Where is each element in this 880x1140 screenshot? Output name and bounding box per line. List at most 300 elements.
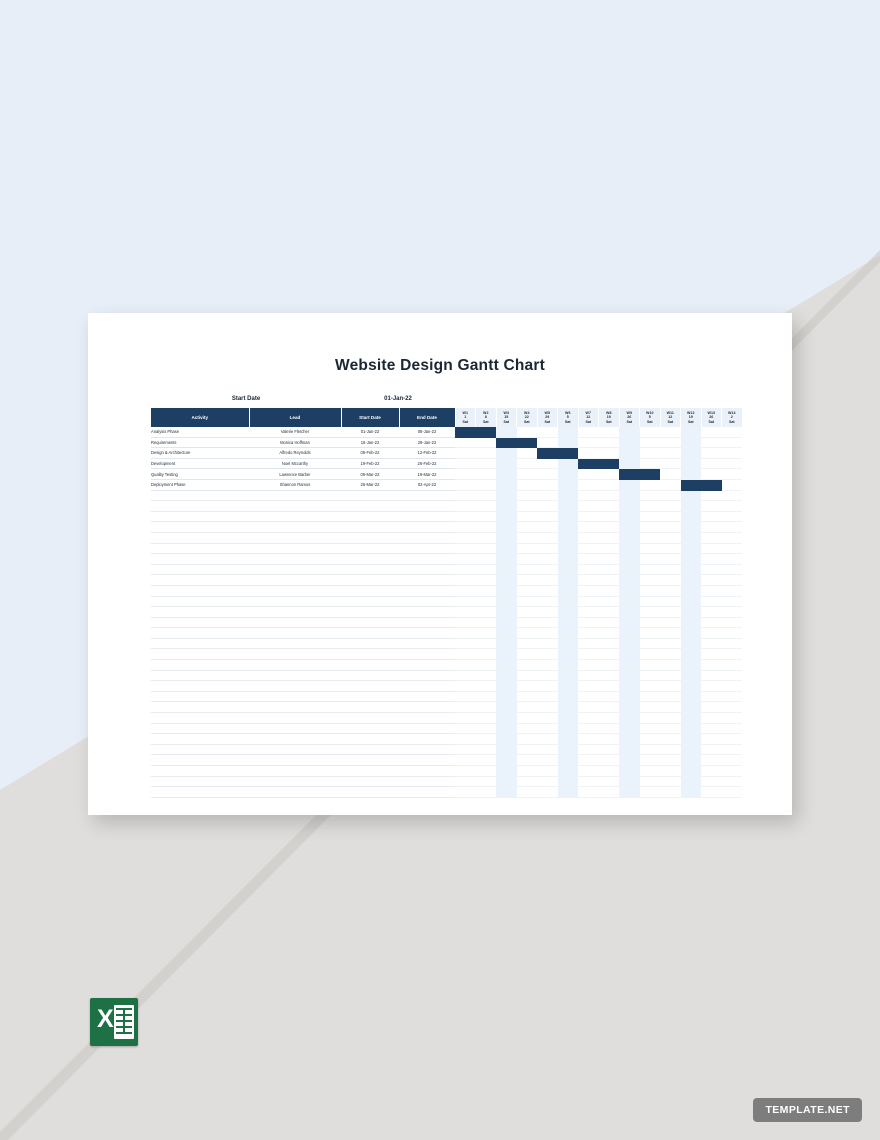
empty-week-cell bbox=[496, 617, 517, 628]
empty-cell bbox=[249, 554, 341, 565]
gantt-empty-cell bbox=[537, 458, 558, 469]
cell-end-date: 02-Apr-22 bbox=[399, 479, 455, 490]
empty-cell bbox=[399, 564, 455, 575]
empty-cell bbox=[151, 787, 249, 798]
empty-cell bbox=[151, 564, 249, 575]
empty-week-cell bbox=[722, 670, 743, 681]
empty-week-cell bbox=[517, 490, 538, 501]
gantt-empty-cell bbox=[640, 448, 661, 459]
empty-week-cell bbox=[558, 660, 579, 671]
empty-week-cell bbox=[619, 522, 640, 533]
week-header: W10 5 Sat bbox=[640, 408, 661, 427]
empty-week-cell bbox=[578, 713, 599, 724]
empty-row bbox=[151, 723, 742, 734]
empty-week-cell bbox=[722, 628, 743, 639]
empty-week-cell bbox=[476, 607, 497, 618]
empty-cell bbox=[399, 766, 455, 777]
empty-week-cell bbox=[496, 585, 517, 596]
gantt-empty-cell bbox=[660, 448, 681, 459]
empty-week-cell bbox=[476, 681, 497, 692]
empty-week-cell bbox=[455, 702, 476, 713]
empty-week-cell bbox=[640, 660, 661, 671]
week-banner-spacer bbox=[517, 389, 538, 408]
empty-week-cell bbox=[599, 670, 620, 681]
gantt-bar-segment bbox=[455, 427, 476, 437]
gantt-empty-cell bbox=[496, 458, 517, 469]
empty-week-cell bbox=[537, 660, 558, 671]
empty-cell bbox=[249, 490, 341, 501]
empty-week-cell bbox=[476, 638, 497, 649]
gantt-empty-cell bbox=[517, 458, 538, 469]
empty-week-cell bbox=[681, 628, 702, 639]
empty-week-cell bbox=[496, 532, 517, 543]
empty-week-cell bbox=[537, 554, 558, 565]
empty-week-cell bbox=[619, 744, 640, 755]
empty-week-cell bbox=[599, 522, 620, 533]
empty-week-cell bbox=[681, 723, 702, 734]
empty-week-cell bbox=[517, 511, 538, 522]
empty-week-cell bbox=[701, 649, 722, 660]
empty-week-cell bbox=[537, 766, 558, 777]
empty-week-cell bbox=[558, 776, 579, 787]
empty-week-cell bbox=[517, 607, 538, 618]
gantt-empty-cell bbox=[476, 448, 497, 459]
empty-week-cell bbox=[619, 691, 640, 702]
empty-week-cell bbox=[578, 585, 599, 596]
empty-week-cell bbox=[455, 649, 476, 660]
empty-week-cell bbox=[681, 766, 702, 777]
empty-week-cell bbox=[558, 713, 579, 724]
empty-row bbox=[151, 691, 742, 702]
empty-week-cell bbox=[455, 691, 476, 702]
empty-week-cell bbox=[476, 776, 497, 787]
empty-cell bbox=[151, 649, 249, 660]
empty-week-cell bbox=[701, 744, 722, 755]
empty-cell bbox=[249, 596, 341, 607]
empty-week-cell bbox=[558, 766, 579, 777]
empty-row bbox=[151, 755, 742, 766]
empty-week-cell bbox=[455, 575, 476, 586]
empty-week-cell bbox=[537, 681, 558, 692]
empty-cell bbox=[249, 564, 341, 575]
empty-week-cell bbox=[660, 575, 681, 586]
empty-week-cell bbox=[517, 522, 538, 533]
empty-cell bbox=[151, 660, 249, 671]
week-header: W11 12 Sat bbox=[660, 408, 681, 427]
empty-week-cell bbox=[496, 713, 517, 724]
empty-row bbox=[151, 543, 742, 554]
empty-week-cell bbox=[496, 490, 517, 501]
empty-row bbox=[151, 585, 742, 596]
empty-row bbox=[151, 490, 742, 501]
empty-cell bbox=[341, 596, 399, 607]
empty-week-cell bbox=[558, 628, 579, 639]
empty-cell bbox=[151, 702, 249, 713]
empty-week-cell bbox=[496, 691, 517, 702]
empty-week-cell bbox=[640, 638, 661, 649]
empty-week-cell bbox=[701, 776, 722, 787]
empty-week-cell bbox=[476, 532, 497, 543]
empty-week-cell bbox=[701, 596, 722, 607]
empty-week-cell bbox=[701, 734, 722, 745]
empty-week-cell bbox=[558, 575, 579, 586]
empty-cell bbox=[399, 532, 455, 543]
empty-week-cell bbox=[660, 670, 681, 681]
empty-cell bbox=[399, 575, 455, 586]
empty-week-cell bbox=[517, 575, 538, 586]
empty-cell bbox=[399, 734, 455, 745]
empty-week-cell bbox=[722, 607, 743, 618]
empty-cell bbox=[151, 522, 249, 533]
empty-cell bbox=[151, 734, 249, 745]
table-row[interactable] bbox=[151, 437, 742, 448]
gantt-empty-cell bbox=[496, 448, 517, 459]
empty-week-cell bbox=[496, 787, 517, 798]
empty-week-cell bbox=[599, 490, 620, 501]
gantt-empty-cell bbox=[517, 448, 538, 459]
empty-cell bbox=[151, 776, 249, 787]
week-header: W7 12 Sat bbox=[578, 408, 599, 427]
column-header: End Date bbox=[399, 408, 455, 427]
cell-end-date: 29-Jan-22 bbox=[399, 437, 455, 448]
gantt-empty-cell bbox=[496, 427, 517, 437]
empty-cell bbox=[249, 744, 341, 755]
empty-week-cell bbox=[517, 776, 538, 787]
empty-week-cell bbox=[722, 617, 743, 628]
empty-week-cell bbox=[619, 511, 640, 522]
empty-week-cell bbox=[619, 628, 640, 639]
gantt-bar-segment bbox=[578, 458, 599, 469]
table-row[interactable] bbox=[151, 479, 742, 490]
empty-week-cell bbox=[537, 522, 558, 533]
empty-week-cell bbox=[722, 511, 743, 522]
empty-week-cell bbox=[537, 617, 558, 628]
excel-letter: X bbox=[97, 1005, 114, 1033]
empty-row bbox=[151, 554, 742, 565]
empty-week-cell bbox=[496, 766, 517, 777]
empty-cell bbox=[151, 670, 249, 681]
empty-week-cell bbox=[660, 691, 681, 702]
empty-week-cell bbox=[619, 543, 640, 554]
empty-week-cell bbox=[455, 787, 476, 798]
empty-week-cell bbox=[455, 532, 476, 543]
gantt-empty-cell bbox=[722, 427, 743, 437]
empty-cell bbox=[399, 702, 455, 713]
empty-week-cell bbox=[660, 490, 681, 501]
empty-week-cell bbox=[558, 543, 579, 554]
empty-week-cell bbox=[640, 734, 661, 745]
empty-cell bbox=[399, 638, 455, 649]
gantt-empty-cell bbox=[640, 427, 661, 437]
empty-cell bbox=[341, 766, 399, 777]
empty-week-cell bbox=[558, 670, 579, 681]
empty-week-cell bbox=[517, 543, 538, 554]
empty-week-cell bbox=[537, 734, 558, 745]
page-title: Website Design Gantt Chart bbox=[335, 357, 545, 374]
empty-week-cell bbox=[517, 691, 538, 702]
cell-start-date: 19-Feb-22 bbox=[341, 458, 399, 469]
empty-week-cell bbox=[517, 670, 538, 681]
gantt-empty-cell bbox=[701, 448, 722, 459]
gantt-empty-cell bbox=[578, 427, 599, 437]
empty-week-cell bbox=[619, 585, 640, 596]
empty-week-cell bbox=[578, 776, 599, 787]
empty-week-cell bbox=[722, 766, 743, 777]
gantt-empty-cell bbox=[681, 448, 702, 459]
empty-week-cell bbox=[701, 702, 722, 713]
empty-week-cell bbox=[455, 617, 476, 628]
empty-cell bbox=[151, 638, 249, 649]
empty-week-cell bbox=[722, 744, 743, 755]
cell-lead: Noel Mccarthy bbox=[249, 458, 341, 469]
gantt-empty-cell bbox=[599, 427, 620, 437]
empty-week-cell bbox=[476, 617, 497, 628]
empty-week-cell bbox=[517, 617, 538, 628]
empty-week-cell bbox=[455, 607, 476, 618]
week-header: W5 29 Sat bbox=[537, 408, 558, 427]
empty-week-cell bbox=[660, 660, 681, 671]
empty-week-cell bbox=[599, 649, 620, 660]
empty-week-cell bbox=[537, 607, 558, 618]
cell-start-date: 05-Feb-22 bbox=[341, 448, 399, 459]
empty-week-cell bbox=[455, 755, 476, 766]
empty-row bbox=[151, 660, 742, 671]
empty-cell bbox=[341, 734, 399, 745]
empty-cell bbox=[151, 766, 249, 777]
gantt-empty-cell bbox=[681, 469, 702, 480]
empty-row bbox=[151, 766, 742, 777]
empty-week-cell bbox=[701, 490, 722, 501]
empty-week-cell bbox=[599, 564, 620, 575]
empty-week-cell bbox=[640, 532, 661, 543]
table-row[interactable] bbox=[151, 427, 742, 437]
empty-week-cell bbox=[476, 766, 497, 777]
empty-week-cell bbox=[537, 787, 558, 798]
empty-cell bbox=[151, 723, 249, 734]
gantt-empty-cell bbox=[476, 479, 497, 490]
gantt-empty-cell bbox=[455, 448, 476, 459]
week-header: W9 26 Sat bbox=[619, 408, 640, 427]
empty-week-cell bbox=[558, 522, 579, 533]
empty-week-cell bbox=[537, 628, 558, 639]
gantt-empty-cell bbox=[476, 458, 497, 469]
empty-week-cell bbox=[599, 681, 620, 692]
table-row[interactable] bbox=[151, 469, 742, 480]
empty-week-cell bbox=[455, 596, 476, 607]
empty-week-cell bbox=[558, 755, 579, 766]
empty-week-cell bbox=[496, 660, 517, 671]
empty-week-cell bbox=[681, 776, 702, 787]
cell-activity: Design & Architecture bbox=[151, 448, 249, 459]
empty-cell bbox=[341, 585, 399, 596]
gantt-empty-cell bbox=[517, 469, 538, 480]
empty-cell bbox=[341, 681, 399, 692]
empty-week-cell bbox=[537, 596, 558, 607]
empty-row bbox=[151, 744, 742, 755]
empty-week-cell bbox=[455, 522, 476, 533]
empty-cell bbox=[341, 532, 399, 543]
empty-cell bbox=[249, 607, 341, 618]
empty-cell bbox=[151, 744, 249, 755]
empty-cell bbox=[341, 628, 399, 639]
empty-week-cell bbox=[619, 755, 640, 766]
gantt-empty-cell bbox=[455, 458, 476, 469]
empty-week-cell bbox=[640, 511, 661, 522]
empty-week-cell bbox=[681, 607, 702, 618]
week-banner-spacer bbox=[558, 389, 579, 408]
empty-week-cell bbox=[722, 681, 743, 692]
empty-week-cell bbox=[578, 691, 599, 702]
week-header: W1 1 Sat bbox=[455, 408, 476, 427]
gantt-empty-cell bbox=[681, 458, 702, 469]
empty-week-cell bbox=[640, 490, 661, 501]
gantt-empty-cell bbox=[640, 437, 661, 448]
week-header: W3 15 Sat bbox=[496, 408, 517, 427]
gantt-empty-cell bbox=[476, 437, 497, 448]
empty-row bbox=[151, 575, 742, 586]
cell-start-date: 15-Jan-22 bbox=[341, 437, 399, 448]
empty-cell bbox=[341, 787, 399, 798]
gantt-empty-cell bbox=[722, 448, 743, 459]
empty-cell bbox=[399, 607, 455, 618]
empty-week-cell bbox=[517, 787, 538, 798]
empty-week-cell bbox=[660, 554, 681, 565]
empty-week-cell bbox=[640, 596, 661, 607]
empty-week-cell bbox=[537, 776, 558, 787]
empty-week-cell bbox=[701, 511, 722, 522]
empty-week-cell bbox=[476, 713, 497, 724]
gantt-empty-cell bbox=[558, 479, 579, 490]
table-row[interactable] bbox=[151, 448, 742, 459]
empty-week-cell bbox=[496, 564, 517, 575]
empty-week-cell bbox=[660, 511, 681, 522]
gantt-empty-cell bbox=[455, 479, 476, 490]
empty-week-cell bbox=[517, 734, 538, 745]
gantt-bar-segment bbox=[537, 448, 558, 459]
empty-week-cell bbox=[722, 755, 743, 766]
empty-week-cell bbox=[599, 776, 620, 787]
week-banner-spacer bbox=[599, 389, 620, 408]
empty-week-cell bbox=[599, 596, 620, 607]
empty-week-cell bbox=[517, 585, 538, 596]
empty-week-cell bbox=[599, 575, 620, 586]
empty-week-cell bbox=[722, 734, 743, 745]
empty-week-cell bbox=[660, 766, 681, 777]
empty-week-cell bbox=[476, 522, 497, 533]
empty-week-cell bbox=[619, 490, 640, 501]
empty-cell bbox=[341, 691, 399, 702]
empty-week-cell bbox=[476, 755, 497, 766]
empty-cell bbox=[341, 564, 399, 575]
empty-week-cell bbox=[537, 702, 558, 713]
table-row[interactable] bbox=[151, 458, 742, 469]
gantt-table bbox=[151, 389, 743, 798]
empty-row bbox=[151, 617, 742, 628]
empty-week-cell bbox=[476, 734, 497, 745]
empty-week-cell bbox=[701, 681, 722, 692]
week-banner-spacer bbox=[722, 389, 743, 408]
empty-week-cell bbox=[640, 649, 661, 660]
empty-week-cell bbox=[681, 734, 702, 745]
empty-week-cell bbox=[660, 532, 681, 543]
empty-cell bbox=[341, 617, 399, 628]
empty-week-cell bbox=[496, 649, 517, 660]
empty-week-cell bbox=[537, 638, 558, 649]
empty-week-cell bbox=[455, 670, 476, 681]
empty-week-cell bbox=[599, 734, 620, 745]
empty-week-cell bbox=[599, 713, 620, 724]
empty-week-cell bbox=[578, 596, 599, 607]
empty-week-cell bbox=[640, 766, 661, 777]
empty-cell bbox=[249, 575, 341, 586]
empty-week-cell bbox=[496, 723, 517, 734]
empty-week-cell bbox=[578, 554, 599, 565]
empty-week-cell bbox=[701, 713, 722, 724]
empty-week-cell bbox=[640, 501, 661, 512]
empty-cell bbox=[341, 713, 399, 724]
empty-week-cell bbox=[681, 575, 702, 586]
empty-week-cell bbox=[660, 596, 681, 607]
gantt-empty-cell bbox=[619, 427, 640, 437]
empty-week-cell bbox=[619, 723, 640, 734]
empty-week-cell bbox=[578, 638, 599, 649]
empty-row bbox=[151, 607, 742, 618]
empty-week-cell bbox=[578, 681, 599, 692]
empty-week-cell bbox=[640, 628, 661, 639]
gantt-bar-segment bbox=[701, 479, 722, 490]
empty-week-cell bbox=[517, 596, 538, 607]
gantt-bar-segment bbox=[496, 437, 517, 448]
empty-week-cell bbox=[660, 744, 681, 755]
gantt-empty-cell bbox=[558, 458, 579, 469]
empty-week-cell bbox=[578, 670, 599, 681]
empty-week-cell bbox=[558, 607, 579, 618]
empty-week-cell bbox=[455, 723, 476, 734]
empty-week-cell bbox=[496, 734, 517, 745]
empty-week-cell bbox=[701, 670, 722, 681]
empty-week-cell bbox=[537, 723, 558, 734]
empty-week-cell bbox=[558, 702, 579, 713]
empty-week-cell bbox=[476, 596, 497, 607]
cell-end-date: 19-Mar-22 bbox=[399, 469, 455, 480]
empty-row bbox=[151, 787, 742, 798]
empty-week-cell bbox=[517, 744, 538, 755]
empty-cell bbox=[341, 776, 399, 787]
empty-week-cell bbox=[640, 670, 661, 681]
empty-cell bbox=[151, 543, 249, 554]
empty-cell bbox=[249, 511, 341, 522]
empty-week-cell bbox=[517, 681, 538, 692]
empty-week-cell bbox=[537, 532, 558, 543]
empty-week-cell bbox=[722, 564, 743, 575]
empty-week-cell bbox=[660, 776, 681, 787]
empty-week-cell bbox=[660, 522, 681, 533]
empty-week-cell bbox=[496, 670, 517, 681]
empty-cell bbox=[249, 543, 341, 554]
empty-week-cell bbox=[517, 638, 538, 649]
empty-cell bbox=[249, 776, 341, 787]
empty-cell bbox=[249, 723, 341, 734]
start-date-label: Start Date bbox=[151, 389, 341, 408]
empty-week-cell bbox=[578, 766, 599, 777]
empty-cell bbox=[341, 723, 399, 734]
empty-week-cell bbox=[558, 691, 579, 702]
empty-week-cell bbox=[517, 755, 538, 766]
empty-week-cell bbox=[578, 522, 599, 533]
empty-week-cell bbox=[681, 649, 702, 660]
empty-cell bbox=[151, 713, 249, 724]
empty-week-cell bbox=[558, 511, 579, 522]
